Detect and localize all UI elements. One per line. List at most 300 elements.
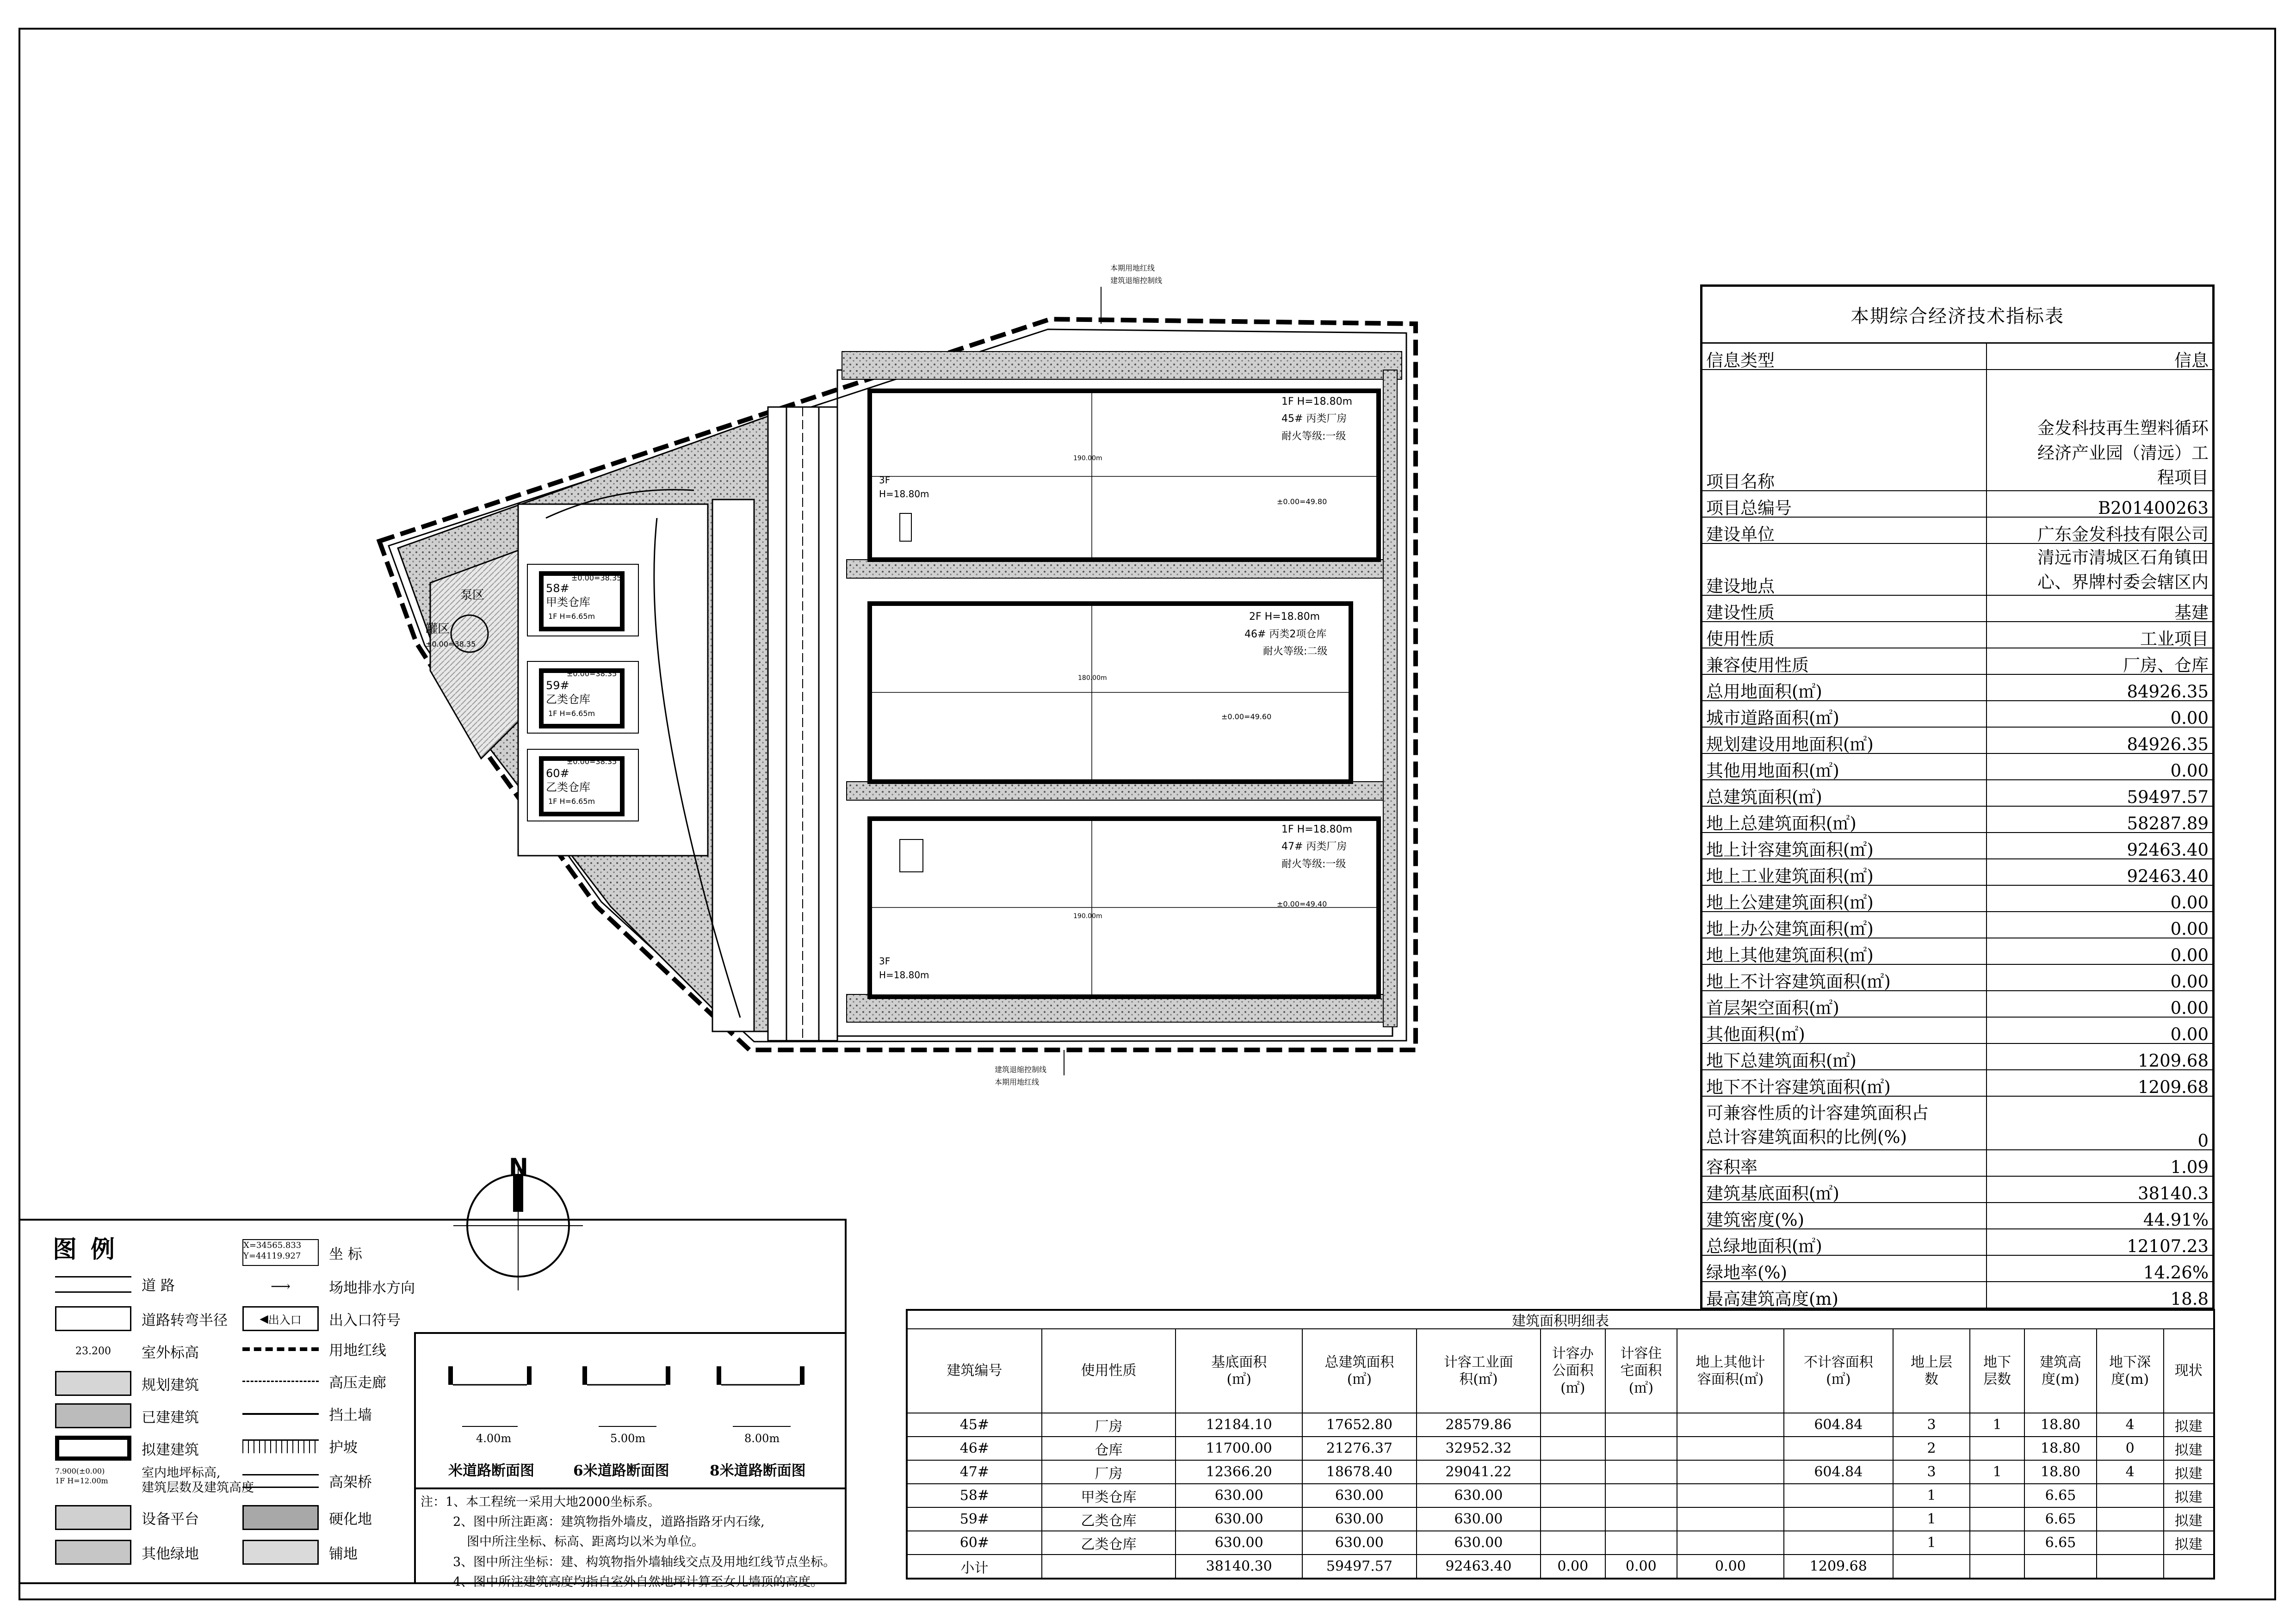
detail-cell: 92463.40 xyxy=(1417,1555,1541,1578)
econ-value: 84926.35 xyxy=(2127,682,2209,702)
econ-key: 项目名称 xyxy=(1702,370,1987,490)
road-section-label-1: 米道路断面图 xyxy=(448,1463,534,1479)
detail-cell: 厂房 xyxy=(1042,1460,1176,1484)
detail-cell: 630.00 xyxy=(1417,1507,1541,1531)
econ-row xyxy=(1702,833,2212,859)
econ-row xyxy=(1702,1282,2212,1308)
econ-key: 容积率 xyxy=(1702,1150,1987,1176)
econ-key: 建筑基底面积(㎡) xyxy=(1702,1177,1987,1202)
note-5: 4、图中所注建筑高度均指自室外自然地坪计算至女儿墙顶的高度。 xyxy=(453,1574,823,1589)
detail-header-cell: 建筑高 度(m) xyxy=(2024,1329,2097,1413)
detail-header-cell: 地上其他计 容面积(㎡) xyxy=(1677,1329,1784,1413)
econ-value: 92463.40 xyxy=(2127,866,2209,886)
econ-row xyxy=(1702,544,2212,596)
legend-paving xyxy=(242,1540,358,1565)
detail-cell: 47# xyxy=(908,1460,1042,1484)
legend-planned-building xyxy=(55,1371,199,1396)
road-section-label-2: 6米道路断面图 xyxy=(573,1463,669,1479)
legend-other-green-label: 其他绿地 xyxy=(142,1545,199,1562)
detail-cell: 拟建 xyxy=(2164,1484,2213,1507)
detail-cell: 45# xyxy=(908,1413,1042,1437)
legend-retaining-wall xyxy=(242,1403,372,1424)
detail-cell: 1 xyxy=(1893,1507,1970,1531)
legend-floor-sample-1: 7.900(±0.00) xyxy=(55,1467,105,1476)
econ-value: 0.00 xyxy=(2170,998,2209,1018)
b59-height: 1F H=6.65m xyxy=(548,709,595,718)
detail-cell: 1 xyxy=(1970,1413,2024,1437)
legend-retaining-wall-label: 挡土墙 xyxy=(329,1407,372,1424)
detail-cell: 630.00 xyxy=(1302,1531,1417,1555)
detail-cell xyxy=(1541,1507,1605,1531)
road-width-6m: 5.00m xyxy=(610,1432,646,1445)
econ-value: 基建 xyxy=(2174,603,2209,623)
detail-header-cell: 地下 层数 xyxy=(1970,1329,2024,1413)
econ-row xyxy=(1702,807,2212,833)
detail-cell: 46# xyxy=(908,1437,1042,1460)
b46-elev: ±0.00=49.60 xyxy=(1221,712,1272,721)
pump-area-label: 泵区 xyxy=(460,588,485,602)
detail-cell xyxy=(2097,1507,2164,1531)
b58-type: 甲类仓库 xyxy=(546,596,590,609)
detail-cell: 630.00 xyxy=(1417,1531,1541,1555)
note-1: 注：1、本工程统一采用大地2000坐标系。 xyxy=(421,1495,660,1509)
detail-cell xyxy=(1541,1460,1605,1484)
econ-value: 1.09 xyxy=(2170,1157,2209,1177)
econ-row xyxy=(1702,728,2212,754)
detail-cell xyxy=(1605,1437,1677,1460)
detail-cell: 12366.20 xyxy=(1176,1460,1302,1484)
econ-row xyxy=(1702,938,2212,965)
econ-value: 18.8 xyxy=(2170,1289,2209,1309)
econ-value: 14.26% xyxy=(2143,1263,2209,1283)
detail-cell xyxy=(1677,1507,1784,1531)
econ-row xyxy=(1702,912,2212,938)
detail-header-cell: 不计容面积 (㎡) xyxy=(1784,1329,1893,1413)
detail-cell: 1 xyxy=(1970,1460,2024,1484)
redline-top-1: 本期用地红线 xyxy=(1110,264,1155,272)
legend-floor-sample-2: 1F H=12.00m xyxy=(55,1476,108,1486)
b60-type: 乙类仓库 xyxy=(546,781,590,794)
detail-cell: 4 xyxy=(2097,1413,2164,1437)
econ-value: 广东金发科技有限公司 xyxy=(2037,525,2209,544)
detail-cell xyxy=(2097,1484,2164,1507)
b47-elev: ±0.00=49.40 xyxy=(1277,900,1327,908)
detail-cell xyxy=(1970,1507,2024,1531)
detail-cell xyxy=(1970,1531,2024,1555)
legend-redline-label: 用地红线 xyxy=(329,1342,386,1359)
econ-value: 厂房、仓库 xyxy=(2123,655,2209,675)
econ-row xyxy=(1702,491,2212,518)
legend-coordinate xyxy=(242,1239,362,1266)
detail-cell: 630.00 xyxy=(1302,1507,1417,1531)
econ-key: 其他面积(㎡) xyxy=(1702,1018,1987,1043)
detail-cell: 拟建 xyxy=(2164,1460,2213,1484)
detail-header-cell: 计容办 公面积 (㎡) xyxy=(1541,1329,1605,1413)
detail-cell: 2 xyxy=(1893,1437,1970,1460)
econ-row xyxy=(1702,701,2212,728)
econ-value: 金发科技再生塑料循环 经济产业园（清远）工 程项目 xyxy=(2037,418,2209,488)
econ-row xyxy=(1702,859,2212,886)
detail-header-cell: 基底面积 (㎡) xyxy=(1176,1329,1302,1413)
detail-cell xyxy=(2024,1555,2097,1578)
legend-hv-corridor xyxy=(242,1371,386,1392)
detail-header-cell: 总建筑面积 (㎡) xyxy=(1302,1329,1417,1413)
econ-value: 0.00 xyxy=(2170,945,2209,965)
legend-entrance-label: 出入口符号 xyxy=(329,1312,401,1329)
detail-cell xyxy=(1605,1413,1677,1437)
econ-table-title: 本期综合经济技术指标表 xyxy=(1702,287,2212,344)
econ-row xyxy=(1702,1256,2212,1282)
econ-key: 规划建设用地面积(㎡) xyxy=(1702,728,1987,753)
legend-paving-label: 铺地 xyxy=(329,1545,358,1562)
detail-cell: 小计 xyxy=(908,1555,1042,1578)
detail-cell xyxy=(1970,1484,2024,1507)
detail-cell xyxy=(1605,1531,1677,1555)
detail-cell xyxy=(1784,1531,1893,1555)
legend-coord-y: Y=44119.927 xyxy=(243,1251,301,1261)
detail-cell xyxy=(1677,1437,1784,1460)
detail-cell xyxy=(1042,1555,1176,1578)
b45-line2: 45# 丙类厂房 xyxy=(1281,413,1347,425)
detail-cell xyxy=(1677,1413,1784,1437)
econ-key: 地上公建建筑面积(㎡) xyxy=(1702,886,1987,911)
b45-line3: 耐火等级:一级 xyxy=(1281,431,1346,442)
detail-cell: 乙类仓库 xyxy=(1042,1531,1176,1555)
econ-value: 1209.68 xyxy=(2137,1077,2209,1097)
legend-outdoor-elev xyxy=(55,1339,199,1364)
b58-name: 58# xyxy=(546,582,569,595)
econ-key: 兼容使用性质 xyxy=(1702,648,1987,674)
econ-key: 地上计容建筑面积(㎡) xyxy=(1702,833,1987,858)
econ-row xyxy=(1702,648,2212,675)
b47-side1: 3F xyxy=(879,956,891,967)
detail-header-cell: 建筑编号 xyxy=(908,1329,1042,1413)
econ-key: 地上工业建筑面积(㎡) xyxy=(1702,859,1987,885)
road-width-8m: 8.00m xyxy=(744,1432,780,1445)
detail-header-cell: 地上层 数 xyxy=(1893,1329,1970,1413)
detail-cell: 拟建 xyxy=(2164,1507,2213,1531)
econ-row xyxy=(1702,1018,2212,1044)
detail-cell: 11700.00 xyxy=(1176,1437,1302,1460)
legend-coordinate-label: 坐 标 xyxy=(329,1246,362,1263)
econ-key: 地上办公建筑面积(㎡) xyxy=(1702,912,1987,938)
detail-cell xyxy=(1541,1413,1605,1437)
econ-key: 首层架空面积(㎡) xyxy=(1702,991,1987,1017)
econ-row xyxy=(1702,1070,2212,1097)
b60-name: 60# xyxy=(546,767,569,780)
econ-row xyxy=(1702,596,2212,622)
econ-row xyxy=(1702,675,2212,701)
econ-row xyxy=(1702,622,2212,648)
road-width-4m: 4.00m xyxy=(476,1432,512,1445)
econ-row xyxy=(1702,1203,2212,1229)
detail-cell: 630.00 xyxy=(1176,1531,1302,1555)
econ-indicator-table xyxy=(1700,284,2215,1310)
detail-cell xyxy=(1784,1507,1893,1531)
legend-equipment-platform-label: 设备平台 xyxy=(142,1511,199,1528)
detail-row xyxy=(908,1437,2213,1460)
b46-line3: 耐火等级:二级 xyxy=(1263,646,1328,657)
detail-cell: 32952.32 xyxy=(1417,1437,1541,1460)
detail-cell xyxy=(1970,1437,2024,1460)
redline-top-2: 建筑退缩控制线 xyxy=(1110,276,1163,285)
detail-cell: 604.84 xyxy=(1784,1413,1893,1437)
econ-value: 1209.68 xyxy=(2137,1051,2209,1071)
econ-key: 建设单位 xyxy=(1702,518,1987,543)
detail-cell: 0 xyxy=(2097,1437,2164,1460)
legend-title: 图例 xyxy=(53,1235,129,1264)
legend-existing-building xyxy=(55,1403,199,1428)
econ-key: 城市道路面积(㎡) xyxy=(1702,701,1987,727)
econ-value: B201400263 xyxy=(2098,498,2209,518)
b60-elev: ±0.00=38.35 xyxy=(567,757,617,766)
econ-row xyxy=(1702,886,2212,912)
econ-row xyxy=(1702,1229,2212,1256)
detail-cell: 拟建 xyxy=(2164,1413,2213,1437)
dim-46-length: 180.00m xyxy=(1078,674,1107,682)
econ-key: 绿地率(%) xyxy=(1702,1256,1987,1281)
detail-cell: 1209.68 xyxy=(1784,1555,1893,1578)
detail-cell: 18.80 xyxy=(2024,1460,2097,1484)
detail-cell: 604.84 xyxy=(1784,1460,1893,1484)
legend-entrance: ◀ 出入口 出入口符号 xyxy=(242,1306,401,1331)
detail-header-cell: 使用性质 xyxy=(1042,1329,1176,1413)
econ-key: 其他用地面积(㎡) xyxy=(1702,754,1987,779)
detail-cell xyxy=(1541,1531,1605,1555)
econ-key: 地上不计容建筑面积(㎡) xyxy=(1702,965,1987,990)
b45-elev: ±0.00=49.80 xyxy=(1277,497,1327,506)
b47-line2: 47# 丙类厂房 xyxy=(1281,841,1347,852)
b59-type: 乙类仓库 xyxy=(546,693,590,706)
detail-cell: 甲类仓库 xyxy=(1042,1484,1176,1507)
dim-47-length: 190.00m xyxy=(1073,913,1102,920)
econ-row xyxy=(1702,780,2212,807)
detail-cell: 拟建 xyxy=(2164,1437,2213,1460)
note-4: 3、图中所注坐标：建、构筑物指外墙轴线交点及用地红线节点坐标。 xyxy=(453,1555,836,1569)
econ-value: 38140.3 xyxy=(2137,1184,2209,1203)
econ-value: 92463.40 xyxy=(2127,840,2209,860)
detail-cell xyxy=(2097,1531,2164,1555)
econ-row xyxy=(1702,1097,2212,1150)
econ-key: 地上其他建筑面积(㎡) xyxy=(1702,938,1987,964)
econ-value: 0.00 xyxy=(2170,708,2209,728)
detail-cell: 28579.86 xyxy=(1417,1413,1541,1437)
detail-cell xyxy=(1784,1484,1893,1507)
b47-line1: 1F H=18.80m xyxy=(1281,824,1353,835)
detail-row xyxy=(908,1484,2213,1507)
detail-cell: 29041.22 xyxy=(1417,1460,1541,1484)
detail-cell: 60# xyxy=(908,1531,1042,1555)
redline-bottom-2: 本期用地红线 xyxy=(995,1078,1040,1086)
econ-key: 信息类型 xyxy=(1702,344,1987,369)
legend-drainage-label: 场地排水方向 xyxy=(329,1279,415,1296)
note-2: 2、图中所注距离：建筑物指外墙皮，道路指路牙内石缘, xyxy=(453,1515,765,1530)
detail-cell: 59497.57 xyxy=(1302,1555,1417,1578)
econ-value: 58287.89 xyxy=(2127,814,2209,833)
detail-cell: 18.80 xyxy=(2024,1437,2097,1460)
legend-road-label: 道 路 xyxy=(142,1277,175,1294)
detail-cell: 630.00 xyxy=(1176,1484,1302,1507)
econ-value: 0.00 xyxy=(2170,761,2209,781)
legend-entrance-sample: 出入口 xyxy=(268,1313,302,1327)
detail-cell: 18.80 xyxy=(2024,1413,2097,1437)
econ-key: 地下总建筑面积(㎡) xyxy=(1702,1044,1987,1069)
legend-turn-radius xyxy=(55,1306,228,1331)
detail-cell xyxy=(2164,1555,2213,1578)
detail-cell: 58# xyxy=(908,1484,1042,1507)
b58-elev: ±0.00=38.35 xyxy=(571,574,622,582)
detail-cell: 6.65 xyxy=(2024,1507,2097,1531)
econ-value: 清远市清城区石角镇田 心、界牌村委会辖区内 xyxy=(2037,547,2209,592)
econ-row xyxy=(1702,965,2212,991)
detail-row xyxy=(908,1555,2213,1578)
detail-header-cell: 现状 xyxy=(2164,1329,2213,1413)
legend-slope-label: 护坡 xyxy=(329,1439,358,1456)
legend-hardscape xyxy=(242,1505,372,1530)
detail-cell: 630.00 xyxy=(1302,1484,1417,1507)
b60-height: 1F H=6.65m xyxy=(548,797,595,806)
tank-area-label: 罐区 xyxy=(426,622,450,636)
legend-slope xyxy=(242,1436,358,1456)
legend-proposed-building xyxy=(55,1436,199,1461)
detail-cell: 59# xyxy=(908,1507,1042,1531)
legend-planned-building-label: 规划建筑 xyxy=(142,1376,199,1394)
detail-cell xyxy=(1605,1460,1677,1484)
legend-road xyxy=(55,1274,175,1295)
econ-row xyxy=(1702,1177,2212,1203)
redline-bottom-1: 建筑退缩控制线 xyxy=(995,1065,1047,1074)
detail-cell: 0.00 xyxy=(1605,1555,1677,1578)
legend-floor-elev-label: 室内地坪标高, 建筑层数及建筑高度 xyxy=(142,1466,254,1495)
b58-height: 1F H=6.65m xyxy=(548,612,595,621)
detail-cell xyxy=(1784,1437,1893,1460)
econ-key: 可兼容性质的计容建筑面积占 总计容建筑面积的比例(%) xyxy=(1702,1097,1987,1149)
detail-cell: 38140.30 xyxy=(1176,1555,1302,1578)
econ-value: 0.00 xyxy=(2170,919,2209,939)
econ-row xyxy=(1702,518,2212,544)
detail-cell: 21276.37 xyxy=(1302,1437,1417,1460)
econ-value: 0 xyxy=(2197,1131,2209,1151)
legend-equipment-platform xyxy=(55,1505,199,1530)
econ-row xyxy=(1702,344,2212,370)
legend-viaduct-label: 高架桥 xyxy=(329,1474,372,1491)
econ-value: 12107.23 xyxy=(2127,1236,2209,1256)
b59-name: 59# xyxy=(546,679,569,692)
detail-cell xyxy=(1677,1460,1784,1484)
north-label: N xyxy=(509,1154,528,1180)
legend-proposed-building-label: 拟建建筑 xyxy=(142,1441,199,1458)
detail-cell xyxy=(1677,1531,1784,1555)
detail-cell: 乙类仓库 xyxy=(1042,1507,1176,1531)
detail-table-caption: 建筑面积明细表 xyxy=(908,1311,2213,1329)
legend-existing-building-label: 已建建筑 xyxy=(142,1409,199,1426)
legend-other-green xyxy=(55,1540,199,1565)
econ-value: 信息 xyxy=(2174,351,2209,370)
detail-cell: 4 xyxy=(2097,1460,2164,1484)
detail-cell: 6.65 xyxy=(2024,1484,2097,1507)
econ-value: 59497.57 xyxy=(2127,787,2209,807)
detail-cell: 3 xyxy=(1893,1460,1970,1484)
detail-cell: 630.00 xyxy=(1176,1507,1302,1531)
legend-drainage: ⟶ 场地排水方向 xyxy=(242,1274,415,1299)
econ-key: 总用地面积(㎡) xyxy=(1702,675,1987,700)
detail-cell xyxy=(1605,1507,1677,1531)
detail-cell: 1 xyxy=(1893,1531,1970,1555)
econ-key: 地上总建筑面积(㎡) xyxy=(1702,807,1987,832)
detail-cell: 18678.40 xyxy=(1302,1460,1417,1484)
econ-row xyxy=(1702,370,2212,491)
detail-cell: 1 xyxy=(1893,1484,1970,1507)
detail-header-cell: 计容住 宅面积 (㎡) xyxy=(1605,1329,1677,1413)
dim-45-length: 190.00m xyxy=(1073,455,1102,462)
b46-line1: 2F H=18.80m xyxy=(1249,611,1320,623)
econ-key: 最高建筑高度(m) xyxy=(1702,1282,1987,1308)
tank-elev: ±0.00=38.35 xyxy=(426,640,476,648)
detail-cell xyxy=(1970,1555,2024,1578)
b59-elev: ±0.00=38.35 xyxy=(567,669,617,678)
detail-cell: 630.00 xyxy=(1417,1484,1541,1507)
tank-zone xyxy=(430,550,518,759)
econ-value: 0.00 xyxy=(2170,893,2209,913)
econ-row xyxy=(1702,754,2212,780)
b45-side2: H=18.80m xyxy=(879,488,929,500)
b45-line1: 1F H=18.80m xyxy=(1281,396,1353,407)
econ-value: 工业项目 xyxy=(2140,629,2209,649)
econ-value: 44.91% xyxy=(2143,1210,2209,1230)
detail-cell xyxy=(1893,1555,1970,1578)
econ-row xyxy=(1702,991,2212,1018)
detail-row xyxy=(908,1531,2213,1555)
detail-cell xyxy=(1541,1484,1605,1507)
road-sections xyxy=(414,1332,847,1489)
econ-key: 使用性质 xyxy=(1702,622,1987,648)
econ-key: 建设性质 xyxy=(1702,596,1987,621)
econ-key: 总绿地面积(㎡) xyxy=(1702,1229,1987,1255)
detail-row xyxy=(908,1460,2213,1484)
building-area-table xyxy=(906,1309,2215,1580)
detail-cell: 12184.10 xyxy=(1176,1413,1302,1437)
econ-key: 建设地点 xyxy=(1702,544,1987,595)
legend-coord-x: X=34565.833 xyxy=(243,1240,302,1250)
detail-cell: 厂房 xyxy=(1042,1413,1176,1437)
econ-key: 建筑密度(%) xyxy=(1702,1203,1987,1228)
b46-line2: 46# 丙类2项仓库 xyxy=(1244,629,1327,640)
b45-side1: 3F xyxy=(879,475,891,486)
legend-floor-elev xyxy=(55,1466,254,1496)
legend-outdoor-elev-label: 室外标高 xyxy=(142,1344,199,1361)
b47-side2: H=18.80m xyxy=(879,969,929,981)
detail-cell xyxy=(1541,1437,1605,1460)
road-section-label-3: 8米道路断面图 xyxy=(710,1463,806,1479)
detail-cell: 17652.80 xyxy=(1302,1413,1417,1437)
legend-viaduct xyxy=(242,1470,372,1491)
legend-turn-radius-label: 道路转弯半径 xyxy=(142,1312,228,1329)
b47-line3: 耐火等级:一级 xyxy=(1281,858,1346,870)
detail-cell: 0.00 xyxy=(1541,1555,1605,1578)
detail-cell xyxy=(1677,1484,1784,1507)
notes xyxy=(414,1489,847,1589)
detail-cell: 6.65 xyxy=(2024,1531,2097,1555)
legend-redline xyxy=(242,1339,386,1359)
legend-hardscape-label: 硬化地 xyxy=(329,1511,372,1528)
detail-header-cell: 地下深 度(m) xyxy=(2097,1329,2164,1413)
legend-elev-sample: 23.200 xyxy=(75,1345,111,1357)
econ-value: 0.00 xyxy=(2170,1024,2209,1044)
econ-key: 地下不计容建筑面积(㎡) xyxy=(1702,1070,1987,1096)
detail-header-cell: 计容工业面 积(㎡) xyxy=(1417,1329,1541,1413)
detail-row xyxy=(908,1413,2213,1437)
detail-cell: 仓库 xyxy=(1042,1437,1176,1460)
